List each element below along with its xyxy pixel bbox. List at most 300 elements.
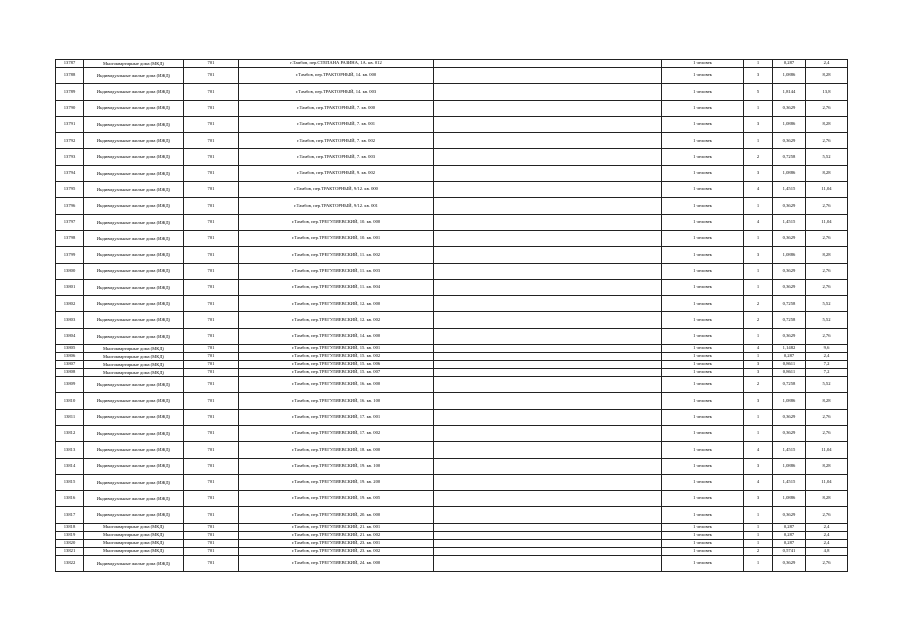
unit-cell: 1 человек	[662, 377, 744, 393]
blank-cell	[434, 361, 662, 369]
rate-cell: 0,7258	[773, 149, 806, 165]
rate-cell: 0,5741	[773, 547, 806, 555]
code-cell: 701	[184, 133, 239, 149]
code-cell: 701	[184, 312, 239, 328]
record-id-cell: 13787	[56, 60, 84, 68]
count-cell: 1	[744, 198, 773, 214]
record-id-cell: 13789	[56, 84, 84, 100]
code-cell: 701	[184, 361, 239, 369]
blank-cell	[434, 165, 662, 181]
blank-cell	[434, 491, 662, 507]
rate-cell: 0,3629	[773, 555, 806, 571]
housing-type-cell: Индивидуальные жилые дома (ИЖД)	[84, 377, 184, 393]
housing-type-cell: Индивидуальные жилые дома (ИЖД)	[84, 182, 184, 198]
housing-type-cell: Индивидуальные жилые дома (ИЖД)	[84, 133, 184, 149]
rate-cell: 1,4515	[773, 214, 806, 230]
table-row	[56, 100, 848, 116]
address-cell: г.Тамбов, пер.ТРЕГУЛЯЕВСКИЙ, 23. кв. 002	[239, 547, 434, 555]
count-cell: 1	[744, 230, 773, 246]
blank-cell	[434, 214, 662, 230]
rate-cell: 0,3629	[773, 409, 806, 425]
address-cell: г.Тамбов, пер.ТРЕГУЛЯЕВСКИЙ, 12. кв. 000	[239, 296, 434, 312]
count-cell: 2	[744, 377, 773, 393]
amount-cell: 5,52	[806, 296, 848, 312]
table-row	[56, 296, 848, 312]
count-cell: 1	[744, 539, 773, 547]
count-cell: 3	[744, 393, 773, 409]
housing-type-cell: Многоквартирные дома (МКД)	[84, 60, 184, 68]
blank-cell	[434, 474, 662, 490]
blank-cell	[434, 100, 662, 116]
count-cell: 1	[744, 100, 773, 116]
table-row	[56, 247, 848, 263]
record-id-cell: 13798	[56, 230, 84, 246]
housing-type-cell: Индивидуальные жилые дома (ИЖД)	[84, 100, 184, 116]
code-cell: 701	[184, 474, 239, 490]
amount-cell: 8,28	[806, 458, 848, 474]
record-id-cell: 13788	[56, 68, 84, 84]
table-row	[56, 531, 848, 539]
unit-cell: 1 человек	[662, 369, 744, 377]
amount-cell: 2,76	[806, 133, 848, 149]
table-row	[56, 279, 848, 295]
housing-type-cell: Индивидуальные жилые дома (ИЖД)	[84, 279, 184, 295]
amount-cell: 7,2	[806, 361, 848, 369]
address-cell: г.Тамбов, пер.ТРЕГУЛЯЕВСКИЙ, 19. кв. 200	[239, 474, 434, 490]
amount-cell: 2,76	[806, 198, 848, 214]
count-cell: 1	[744, 409, 773, 425]
unit-cell: 1 человек	[662, 393, 744, 409]
address-cell: г.Тамбов, пер.ТРЕГУЛЯЕВСКИЙ, 10. кв. 001	[239, 230, 434, 246]
record-id-cell: 13804	[56, 328, 84, 344]
code-cell: 701	[184, 214, 239, 230]
unit-cell: 1 человек	[662, 361, 744, 369]
housing-type-cell: Индивидуальные жилые дома (ИЖД)	[84, 555, 184, 571]
housing-type-cell: Многоквартирные дома (МКД)	[84, 353, 184, 361]
count-cell: 3	[744, 369, 773, 377]
blank-cell	[434, 547, 662, 555]
amount-cell: 4,8	[806, 547, 848, 555]
blank-cell	[434, 198, 662, 214]
unit-cell: 1 человек	[662, 149, 744, 165]
blank-cell	[434, 182, 662, 198]
housing-type-cell: Многоквартирные дома (МКД)	[84, 361, 184, 369]
address-cell: г.Тамбов, пер.ТРЕГУЛЯЕВСКИЙ, 18. кв. 000	[239, 442, 434, 458]
count-cell: 3	[744, 458, 773, 474]
rate-cell: 0,3629	[773, 425, 806, 441]
address-cell: г.Тамбов, пер.ТРАКТОРНЫЙ, 7. кв. 002	[239, 133, 434, 149]
unit-cell: 1 человек	[662, 353, 744, 361]
housing-type-cell: Индивидуальные жилые дома (ИЖД)	[84, 393, 184, 409]
unit-cell: 1 человек	[662, 263, 744, 279]
count-cell: 1	[744, 60, 773, 68]
records-table-body	[56, 60, 848, 572]
unit-cell: 1 человек	[662, 100, 744, 116]
address-cell: г.Тамбов, пер.ТРЕГУЛЯЕВСКИЙ, 24. кв. 000	[239, 555, 434, 571]
rate-cell: 0,3629	[773, 328, 806, 344]
blank-cell	[434, 149, 662, 165]
housing-type-cell: Многоквартирные дома (МКД)	[84, 547, 184, 555]
record-id-cell: 13803	[56, 312, 84, 328]
unit-cell: 1 человек	[662, 425, 744, 441]
blank-cell	[434, 377, 662, 393]
unit-cell: 1 человек	[662, 442, 744, 458]
count-cell: 5	[744, 84, 773, 100]
rate-cell: 1,0886	[773, 68, 806, 84]
housing-type-cell: Многоквартирные дома (МКД)	[84, 345, 184, 353]
amount-cell: 5,52	[806, 312, 848, 328]
table-row	[56, 539, 848, 547]
blank-cell	[434, 539, 662, 547]
amount-cell: 13,8	[806, 84, 848, 100]
code-cell: 701	[184, 409, 239, 425]
document-page	[55, 59, 848, 572]
code-cell: 701	[184, 369, 239, 377]
amount-cell: 7,2	[806, 369, 848, 377]
blank-cell	[434, 425, 662, 441]
rate-cell: 0,3629	[773, 279, 806, 295]
code-cell: 701	[184, 393, 239, 409]
rate-cell: 0,287	[773, 539, 806, 547]
count-cell: 3	[744, 165, 773, 181]
blank-cell	[434, 133, 662, 149]
count-cell: 4	[744, 474, 773, 490]
blank-cell	[434, 68, 662, 84]
table-row	[56, 425, 848, 441]
table-row	[56, 84, 848, 100]
housing-type-cell: Индивидуальные жилые дома (ИЖД)	[84, 296, 184, 312]
record-id-cell: 13812	[56, 425, 84, 441]
record-id-cell: 13821	[56, 547, 84, 555]
address-cell: г.Тамбов, пер.ТРЕГУЛЯЕВСКИЙ, 23. кв. 001	[239, 539, 434, 547]
count-cell: 1	[744, 555, 773, 571]
housing-type-cell: Индивидуальные жилые дома (ИЖД)	[84, 507, 184, 523]
code-cell: 701	[184, 68, 239, 84]
code-cell: 701	[184, 531, 239, 539]
code-cell: 701	[184, 279, 239, 295]
address-cell: г.Тамбов, пер.ТРЕГУЛЯЕВСКИЙ, 16. кв. 000	[239, 377, 434, 393]
unit-cell: 1 человек	[662, 133, 744, 149]
rate-cell: 0,7258	[773, 377, 806, 393]
blank-cell	[434, 247, 662, 263]
record-id-cell: 13799	[56, 247, 84, 263]
unit-cell: 1 человек	[662, 539, 744, 547]
code-cell: 701	[184, 116, 239, 132]
blank-cell	[434, 263, 662, 279]
amount-cell: 8,28	[806, 68, 848, 84]
record-id-cell: 13792	[56, 133, 84, 149]
code-cell: 701	[184, 296, 239, 312]
count-cell: 2	[744, 149, 773, 165]
blank-cell	[434, 458, 662, 474]
rate-cell: 0,3629	[773, 507, 806, 523]
unit-cell: 1 человек	[662, 312, 744, 328]
blank-cell	[434, 531, 662, 539]
rate-cell: 0,287	[773, 523, 806, 531]
amount-cell: 2,76	[806, 328, 848, 344]
amount-cell: 2,76	[806, 279, 848, 295]
address-cell: г.Тамбов, пер.ТРЕГУЛЯЕВСКИЙ, 11. кв. 004	[239, 279, 434, 295]
housing-type-cell: Индивидуальные жилые дома (ИЖД)	[84, 491, 184, 507]
rate-cell: 0,3629	[773, 230, 806, 246]
code-cell: 701	[184, 328, 239, 344]
housing-type-cell: Индивидуальные жилые дома (ИЖД)	[84, 214, 184, 230]
unit-cell: 1 человек	[662, 116, 744, 132]
unit-cell: 1 человек	[662, 230, 744, 246]
housing-type-cell: Индивидуальные жилые дома (ИЖД)	[84, 409, 184, 425]
table-row	[56, 377, 848, 393]
rate-cell: 1,0886	[773, 458, 806, 474]
blank-cell	[434, 523, 662, 531]
unit-cell: 1 человек	[662, 523, 744, 531]
rate-cell: 1,0886	[773, 491, 806, 507]
record-id-cell: 13793	[56, 149, 84, 165]
code-cell: 701	[184, 263, 239, 279]
amount-cell: 8,28	[806, 393, 848, 409]
table-row	[56, 523, 848, 531]
count-cell: 2	[744, 296, 773, 312]
table-row	[56, 68, 848, 84]
record-id-cell: 13800	[56, 263, 84, 279]
unit-cell: 1 человек	[662, 296, 744, 312]
housing-type-cell: Многоквартирные дома (МКД)	[84, 531, 184, 539]
count-cell: 1	[744, 133, 773, 149]
record-id-cell: 13814	[56, 458, 84, 474]
housing-type-cell: Индивидуальные жилые дома (ИЖД)	[84, 149, 184, 165]
code-cell: 701	[184, 230, 239, 246]
rate-cell: 1,0886	[773, 165, 806, 181]
record-id-cell: 13791	[56, 116, 84, 132]
code-cell: 701	[184, 149, 239, 165]
table-row	[56, 369, 848, 377]
housing-type-cell: Индивидуальные жилые дома (ИЖД)	[84, 263, 184, 279]
record-id-cell: 13819	[56, 531, 84, 539]
address-cell: г.Тамбов, пер.ТРАКТОРНЫЙ, 7. кв. 001	[239, 116, 434, 132]
address-cell: г.Тамбов, пер.ТРЕГУЛЯЕВСКИЙ, 17. кв. 001	[239, 409, 434, 425]
amount-cell: 2,76	[806, 507, 848, 523]
unit-cell: 1 человек	[662, 531, 744, 539]
table-row	[56, 547, 848, 555]
table-row	[56, 474, 848, 490]
amount-cell: 11,04	[806, 214, 848, 230]
code-cell: 701	[184, 539, 239, 547]
record-id-cell: 13810	[56, 393, 84, 409]
amount-cell: 5,52	[806, 149, 848, 165]
address-cell: г.Тамбов, пер.ТРЕГУЛЯЕВСКИЙ, 21. кв. 002	[239, 531, 434, 539]
housing-type-cell: Индивидуальные жилые дома (ИЖД)	[84, 84, 184, 100]
record-id-cell: 13802	[56, 296, 84, 312]
address-cell: г.Тамбов, пер.ТРЕГУЛЯЕВСКИЙ, 16. кв. 100	[239, 393, 434, 409]
unit-cell: 1 человек	[662, 198, 744, 214]
housing-type-cell: Многоквартирные дома (МКД)	[84, 523, 184, 531]
rate-cell: 1,0886	[773, 393, 806, 409]
record-id-cell: 13820	[56, 539, 84, 547]
unit-cell: 1 человек	[662, 165, 744, 181]
address-cell: г.Тамбов, пер.ТРЕГУЛЯЕВСКИЙ, 20. кв. 000	[239, 507, 434, 523]
record-id-cell: 13822	[56, 555, 84, 571]
address-cell: г.Тамбов, пер.ТРАКТОРНЫЙ, 14. кв. 000	[239, 68, 434, 84]
address-cell: г.Тамбов, пер.ТРАКТОРНЫЙ, 9/12. кв. 000	[239, 182, 434, 198]
table-row	[56, 491, 848, 507]
amount-cell: 11,04	[806, 474, 848, 490]
rate-cell: 1,4515	[773, 474, 806, 490]
count-cell: 3	[744, 68, 773, 84]
table-row	[56, 116, 848, 132]
blank-cell	[434, 230, 662, 246]
rate-cell: 0,287	[773, 60, 806, 68]
count-cell: 1	[744, 507, 773, 523]
table-row	[56, 214, 848, 230]
record-id-cell: 13796	[56, 198, 84, 214]
table-row	[56, 328, 848, 344]
unit-cell: 1 человек	[662, 68, 744, 84]
code-cell: 701	[184, 165, 239, 181]
table-row	[56, 353, 848, 361]
blank-cell	[434, 312, 662, 328]
count-cell: 4	[744, 214, 773, 230]
address-cell: г.Тамбов, пер.ТРЕГУЛЯЕВСКИЙ, 10. кв. 000	[239, 214, 434, 230]
blank-cell	[434, 279, 662, 295]
table-row	[56, 442, 848, 458]
rate-cell: 0,287	[773, 353, 806, 361]
table-row	[56, 312, 848, 328]
code-cell: 701	[184, 100, 239, 116]
unit-cell: 1 человек	[662, 555, 744, 571]
blank-cell	[434, 84, 662, 100]
count-cell: 3	[744, 116, 773, 132]
code-cell: 701	[184, 491, 239, 507]
blank-cell	[434, 442, 662, 458]
records-table	[55, 59, 848, 572]
record-id-cell: 13797	[56, 214, 84, 230]
table-row	[56, 230, 848, 246]
amount-cell: 8,28	[806, 165, 848, 181]
blank-cell	[434, 296, 662, 312]
amount-cell: 2,76	[806, 409, 848, 425]
unit-cell: 1 человек	[662, 409, 744, 425]
count-cell: 3	[744, 361, 773, 369]
unit-cell: 1 человек	[662, 247, 744, 263]
code-cell: 701	[184, 60, 239, 68]
record-id-cell: 13801	[56, 279, 84, 295]
rate-cell: 0,7258	[773, 312, 806, 328]
rate-cell: 0,3629	[773, 263, 806, 279]
amount-cell: 2,76	[806, 230, 848, 246]
address-cell: г.Тамбов, пер.СТЕПАНА РАЗИНА, 1А. кв. 012	[239, 60, 434, 68]
count-cell: 4	[744, 345, 773, 353]
rate-cell: 0,287	[773, 531, 806, 539]
code-cell: 701	[184, 547, 239, 555]
count-cell: 1	[744, 263, 773, 279]
rate-cell: 0,8611	[773, 361, 806, 369]
record-id-cell: 13809	[56, 377, 84, 393]
blank-cell	[434, 393, 662, 409]
record-id-cell: 13790	[56, 100, 84, 116]
amount-cell: 2,4	[806, 353, 848, 361]
code-cell: 701	[184, 345, 239, 353]
housing-type-cell: Индивидуальные жилые дома (ИЖД)	[84, 230, 184, 246]
housing-type-cell: Индивидуальные жилые дома (ИЖД)	[84, 312, 184, 328]
code-cell: 701	[184, 182, 239, 198]
code-cell: 701	[184, 425, 239, 441]
unit-cell: 1 человек	[662, 84, 744, 100]
code-cell: 701	[184, 198, 239, 214]
rate-cell: 0,3629	[773, 133, 806, 149]
count-cell: 1	[744, 279, 773, 295]
unit-cell: 1 человек	[662, 547, 744, 555]
count-cell: 1	[744, 531, 773, 539]
code-cell: 701	[184, 507, 239, 523]
count-cell: 3	[744, 247, 773, 263]
blank-cell	[434, 116, 662, 132]
code-cell: 701	[184, 523, 239, 531]
count-cell: 1	[744, 328, 773, 344]
amount-cell: 5,52	[806, 377, 848, 393]
housing-type-cell: Индивидуальные жилые дома (ИЖД)	[84, 328, 184, 344]
table-row	[56, 345, 848, 353]
address-cell: г.Тамбов, пер.ТРАКТОРНЫЙ, 9/12. кв. 001	[239, 198, 434, 214]
table-row	[56, 149, 848, 165]
unit-cell: 1 человек	[662, 507, 744, 523]
rate-cell: 1,4515	[773, 182, 806, 198]
table-row	[56, 133, 848, 149]
unit-cell: 1 человек	[662, 214, 744, 230]
table-row	[56, 165, 848, 181]
address-cell: г.Тамбов, пер.ТРЕГУЛЯЕВСКИЙ, 15. кв. 006	[239, 361, 434, 369]
unit-cell: 1 человек	[662, 345, 744, 353]
rate-cell: 1,0886	[773, 116, 806, 132]
amount-cell: 11,04	[806, 182, 848, 198]
address-cell: г.Тамбов, пер.ТРАКТОРНЫЙ, 14. кв. 003	[239, 84, 434, 100]
rate-cell: 1,0886	[773, 247, 806, 263]
count-cell: 4	[744, 442, 773, 458]
address-cell: г.Тамбов, пер.ТРЕГУЛЯЕВСКИЙ, 19. кв. 005	[239, 491, 434, 507]
table-row	[56, 409, 848, 425]
count-cell: 2	[744, 547, 773, 555]
count-cell: 1	[744, 523, 773, 531]
code-cell: 701	[184, 377, 239, 393]
housing-type-cell: Индивидуальные жилые дома (ИЖД)	[84, 68, 184, 84]
blank-cell	[434, 345, 662, 353]
amount-cell: 11,04	[806, 442, 848, 458]
address-cell: г.Тамбов, пер.ТРАКТОРНЫЙ, 7. кв. 000	[239, 100, 434, 116]
record-id-cell: 13811	[56, 409, 84, 425]
count-cell: 1	[744, 353, 773, 361]
record-id-cell: 13817	[56, 507, 84, 523]
amount-cell: 2,76	[806, 100, 848, 116]
amount-cell: 2,4	[806, 523, 848, 531]
address-cell: г.Тамбов, пер.ТРАКТОРНЫЙ, 7. кв. 003	[239, 149, 434, 165]
amount-cell: 8,28	[806, 491, 848, 507]
unit-cell: 1 человек	[662, 474, 744, 490]
record-id-cell: 13816	[56, 491, 84, 507]
address-cell: г.Тамбов, пер.ТРЕГУЛЯЕВСКИЙ, 11. кв. 003	[239, 263, 434, 279]
record-id-cell: 13808	[56, 369, 84, 377]
table-row	[56, 361, 848, 369]
address-cell: г.Тамбов, пер.ТРЕГУЛЯЕВСКИЙ, 15. кв. 007	[239, 369, 434, 377]
amount-cell: 8,28	[806, 116, 848, 132]
record-id-cell: 13805	[56, 345, 84, 353]
rate-cell: 1,8144	[773, 84, 806, 100]
unit-cell: 1 человек	[662, 491, 744, 507]
address-cell: г.Тамбов, пер.ТРЕГУЛЯЕВСКИЙ, 15. кв. 001	[239, 345, 434, 353]
record-id-cell: 13815	[56, 474, 84, 490]
address-cell: г.Тамбов, пер.ТРЕГУЛЯЕВСКИЙ, 11. кв. 002	[239, 247, 434, 263]
housing-type-cell: Индивидуальные жилые дома (ИЖД)	[84, 116, 184, 132]
blank-cell	[434, 369, 662, 377]
amount-cell: 8,28	[806, 247, 848, 263]
rate-cell: 0,3629	[773, 100, 806, 116]
